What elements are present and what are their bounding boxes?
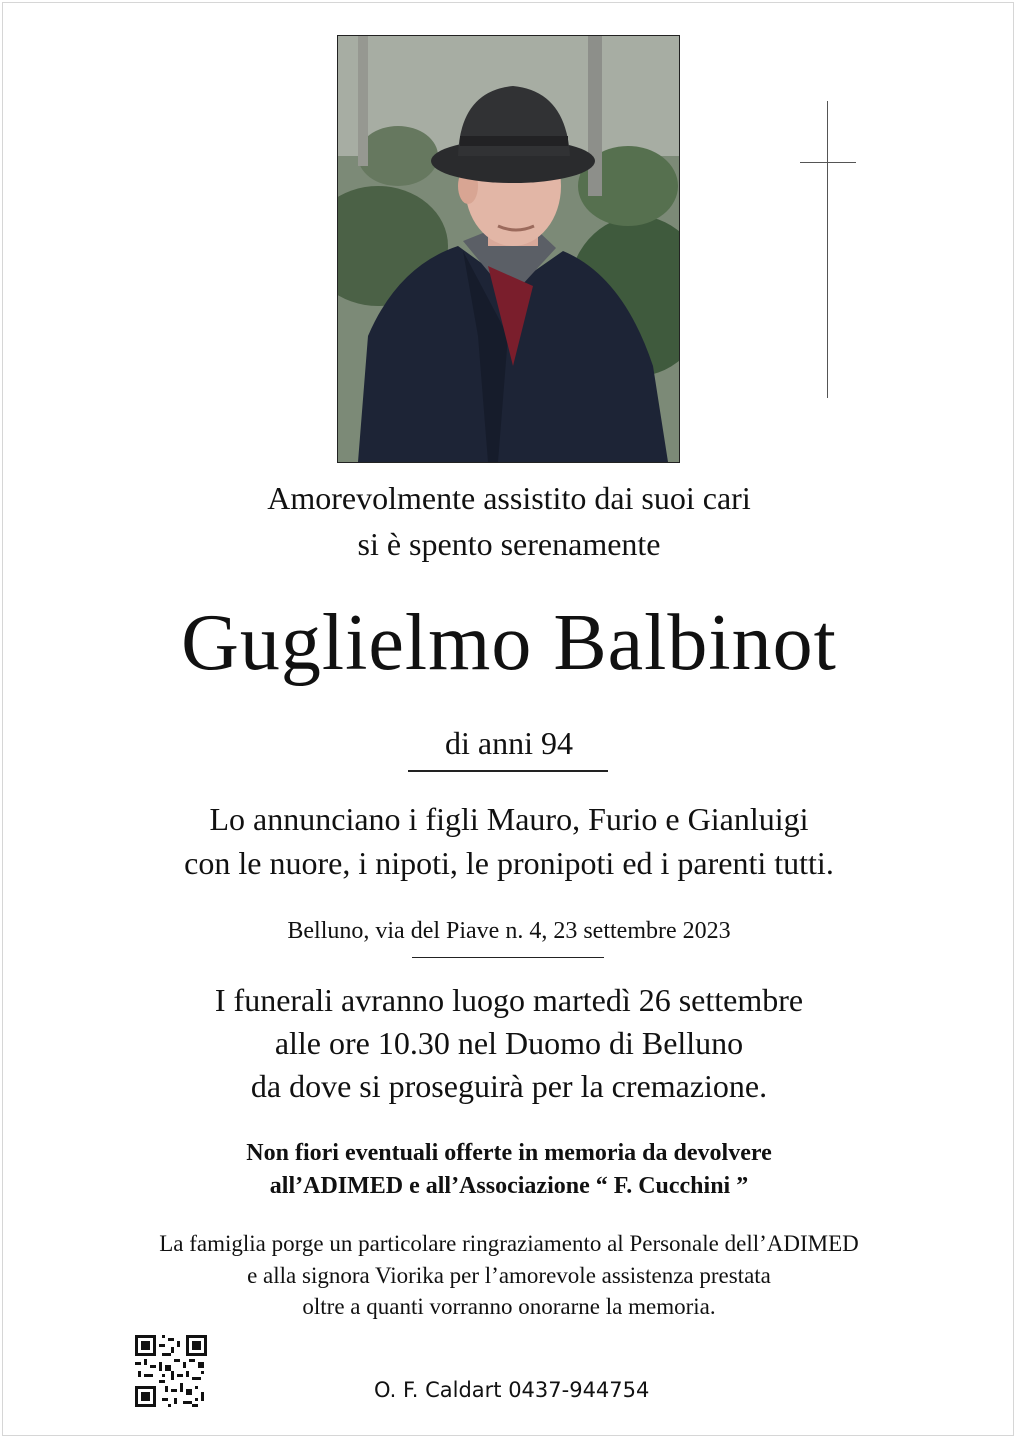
funeral-home-contact: O. F. Caldart 0437-944754 <box>374 1378 650 1402</box>
thanks-line-1: La famiglia porge un particolare ringraziamento al Personale dell’ADIMED <box>159 1231 859 1256</box>
flowers-line-2: all’ADIMED e all’Associazione “ F. Cucchini ” <box>269 1173 749 1199</box>
funeral-line-2: alle ore 10.30 nel Duomo di Belluno <box>274 1025 744 1061</box>
funeral-line-1: I funerali avranno luogo martedì 26 settembre <box>214 982 804 1018</box>
announcement-line-2: con le nuore, i nipoti, le pronipoti ed i parenti tutti. <box>184 845 834 881</box>
cross-bar <box>800 162 856 163</box>
flowers-line-1: Non fiori eventuali offerte in memoria da devolvere <box>246 1140 772 1166</box>
thanks-line-2: e alla signora Viorika per l’amorevole assistenza prestata <box>247 1263 771 1288</box>
age-text: di anni 94 <box>445 725 573 761</box>
portrait-photo <box>337 35 680 463</box>
announcement-line-1: Lo annunciano i figli Mauro, Furio e Gianluigi <box>209 801 809 837</box>
intro-line-1: Amorevolmente assistito dai suoi cari <box>267 480 751 516</box>
qr-code-icon[interactable] <box>135 1335 207 1407</box>
place-date: Belluno, via del Piave n. 4, 23 settembre 2023 <box>287 918 731 944</box>
intro-line-2: si è spento serenamente <box>357 526 661 562</box>
thanks-line-3: oltre a quanti vorranno onorarne la memoria. <box>302 1294 716 1319</box>
place-divider <box>412 957 604 958</box>
age-divider <box>408 770 608 772</box>
cross-icon <box>827 101 828 398</box>
deceased-name: Guglielmo Balbinot <box>181 599 837 687</box>
funeral-line-3: da dove si proseguirà per la cremazione. <box>250 1068 768 1104</box>
